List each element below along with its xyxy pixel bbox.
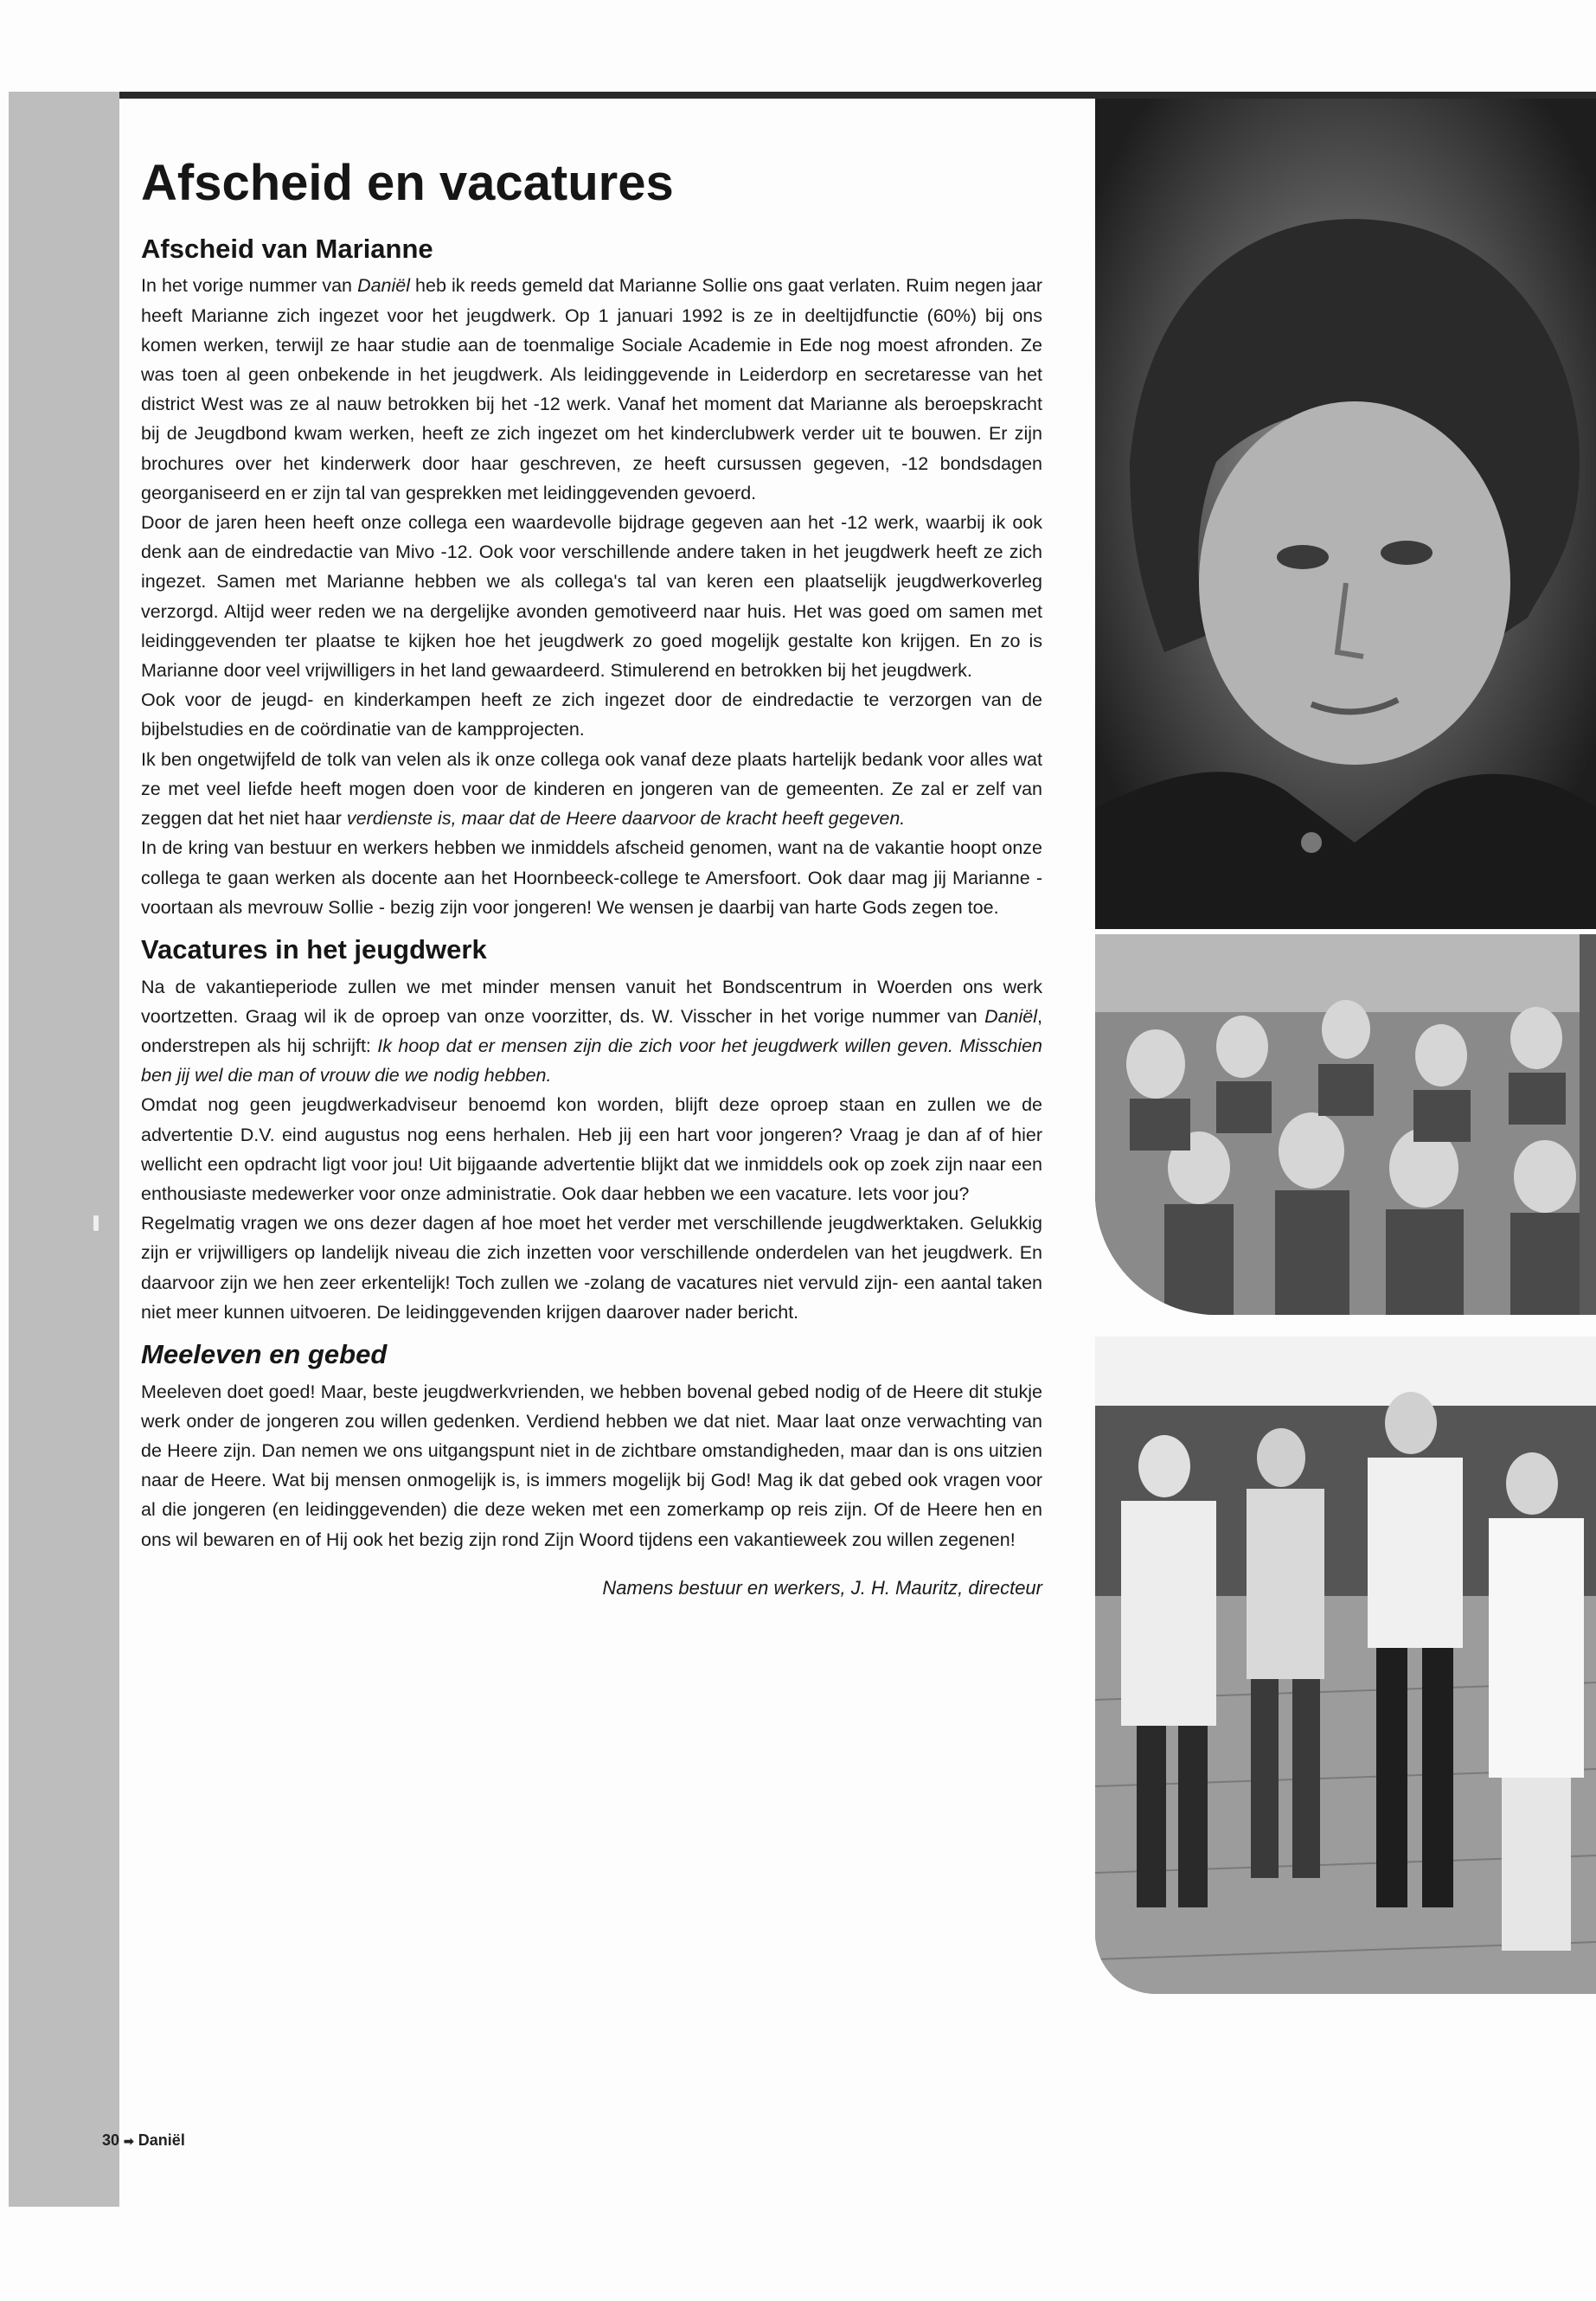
photo-portrait [1095, 99, 1596, 929]
page-footer [102, 2131, 185, 2150]
heading-gebed: Meeleven en gebed [141, 1338, 388, 1369]
heading-vacatures: Vacatures in het jeugdwerk [141, 933, 487, 965]
page-number: 30 [102, 2131, 120, 2149]
paragraph-vacatures-3: Regelmatig vragen we ons dezer dagen af hoe moet het verder met verschillende jeugdwerktaken. Gelukkig zijn er vrijwilligers op landelijk niveau die zich inzetten voor verschillende onderdelen van het jeugdwerk. En daarvoor zijn we hen zeer erkentelijk! Toch zullen we -zolang de vacatures niet vervuld zijn- een aantal taken niet meer kunnen uitvoeren. De leidinggevenden krijgen daarover nader bericht. [141, 1213, 1042, 1323]
magazine-name: Daniël [357, 275, 411, 297]
top-rule [9, 92, 1596, 99]
paragraph-gebed-1: Meeleven doet goed! Maar, beste jeugdwerkvrienden, we hebben bovenal gebed nodig of de Heere dit stukje werk onder de jongeren zou willen gedenken. Verdiend hebben we dat niet. Maar laat onze verwachting van de Heere zijn. Dan nemen we ons uitgangspunt niet in de zichtbare omstandigheden, maar dan is ons uitzien naar de Heere. Wat bij mensen onmogelijk is, is immers mogelijk bij God! Mag ik dat gebed ook vragen voor al die jongeren (en leidinggevenden) die deze weken met een zomerkamp op reis zijn. Of de Heere hen en ons wil bewaren en of Hij ook het bezig zijn rond Zijn Woord tijdens een vakantieweek zou willen zegenen! [141, 1381, 1042, 1550]
arrow-right-icon: ➡ [124, 2134, 134, 2148]
margin-mark [93, 1215, 99, 1231]
signature: Namens bestuur en werkers, J. H. Mauritz, directeur [602, 1576, 1042, 1599]
paragraph-marianne-4: Ik ben ongetwijfeld de tolk van velen als ik onze collega ook vanaf deze plaats hartelijk bedank voor alles wat ze met veel liefde heeft mogen doen voor de kinderen en jongeren van de gemeenten. Ze zal er zelf van zeggen dat het niet haar verdienste is, maar dat de Heere daarvoor de kracht heeft gegeven. [141, 748, 1042, 830]
photo-outdoor [1095, 1336, 1596, 1994]
paragraph-marianne-2: Door de jaren heen heeft onze collega een waardevolle bijdrage gegeven aan het -12 werk, waarbij ik ook denk aan de eindredactie van Mivo -12. Ook voor verschillende andere taken in het jeugdwerk heeft ze zich ingezet. Samen met Marianne hebben we als collega's tal van keren een plaatselijk jeugdwerkoverleg verzorgd. Altijd weer reden we na dergelijke avonden gemotiveerd naar huis. Het was goed om samen met leidinggevenden ter plaatse te kijken hoe het jeugdwerk zo goed mogelijk gestalte kon krijgen. En zo is Marianne door veel vrijwilligers in het land gewaardeerd. Stimulerend en betrokken bij het jeugdwerk. [141, 512, 1042, 682]
paragraph-marianne-5: In de kring van bestuur en werkers hebben we inmiddels afscheid genomen, want na de vakantie hoopt onze collega te gaan werken als docente aan het Hoornbeeck-college te Amersfoort. Ook daar mag jij Marianne - voortaan als mevrouw Sollie - bezig zijn voor jongeren! We wensen je daarbij van harte Gods zegen toe. [141, 837, 1042, 918]
heading-marianne: Afscheid van Marianne [141, 233, 433, 264]
article [141, 156, 1042, 1599]
paragraph-vacatures-2: Omdat nog geen jeugdwerkadviseur benoemd kon worden, blijft deze oproep staan en zullen we de advertentie D.V. eind augustus nog eens herhalen. Heb jij een hart voor jongeren? Vraag je dan af of hier wellicht een opdracht ligt voor jou! Uit bijgaande advertentie blijkt dat we inmiddels ook op zoek zijn naar een enthousiaste medewerker voor onze administratie. Ook daar hebben we een vacature. Iets voor jou? [141, 1094, 1042, 1204]
paragraph-marianne-1: In het vorige nummer van Daniël heb ik reeds gemeld dat Marianne Sollie ons gaat verlaten. Ruim negen jaar heeft Marianne zich ingezet voor het jeugdwerk. Op 1 januari 1992 is ze in deeltijdfunctie (60%) bij ons komen werken, terwijl ze haar studie aan de toenmalige Sociale Academie in Ede nog moest afronden. Ze was toen al geen onbekende in het jeugdwerk. Als leidinggevende in Leiderdorp en secretaresse van het district West was ze al nauw betrokken bij het -12 werk. Vanaf het moment dat Marianne als beroepskracht bij de Jeugdbond kwam werken, heeft ze zich ingezet om het kinderclubwerk verder uit te bouwen. Er zijn brochures over het kinderwerk door haar geschreven, ze heeft cursussen gegeven, -12 bondsdagen georganiseerd en er zijn tal van gesprekken met leidinggevenden gevoerd. [141, 275, 1043, 503]
paragraph-marianne-3: Ook voor de jeugd- en kinderkampen heeft ze zich ingezet door de eindredactie te verzorgen van de bijbelstudies en de coördinatie van de kampprojecten. [141, 689, 1042, 740]
magazine-title: Daniël [138, 2131, 185, 2149]
page-title: Afscheid en vacatures [141, 155, 674, 211]
photo-crowd [1095, 934, 1596, 1315]
side-bar [9, 92, 119, 2207]
paragraph-vacatures-1: Na de vakantieperiode zullen we met minder mensen vanuit het Bondscentrum in Woerden ons werk voortzetten. Graag wil ik de oproep van onze voorzitter, ds. W. Visscher in het vorige nummer van Daniël, onderstrepen als hij schrijft: Ik hoop dat er mensen zijn die zich voor het jeugdwerk willen geven. Misschien ben jij wel die man of vrouw die we nodig hebben. [141, 976, 1042, 1086]
quote: Ik hoop dat er mensen zijn die zich voor het jeugdwerk willen geven. Misschien ben jij wel die man of vrouw die we nodig hebben. [141, 1035, 1042, 1086]
magazine-name: Daniël [984, 1005, 1038, 1027]
